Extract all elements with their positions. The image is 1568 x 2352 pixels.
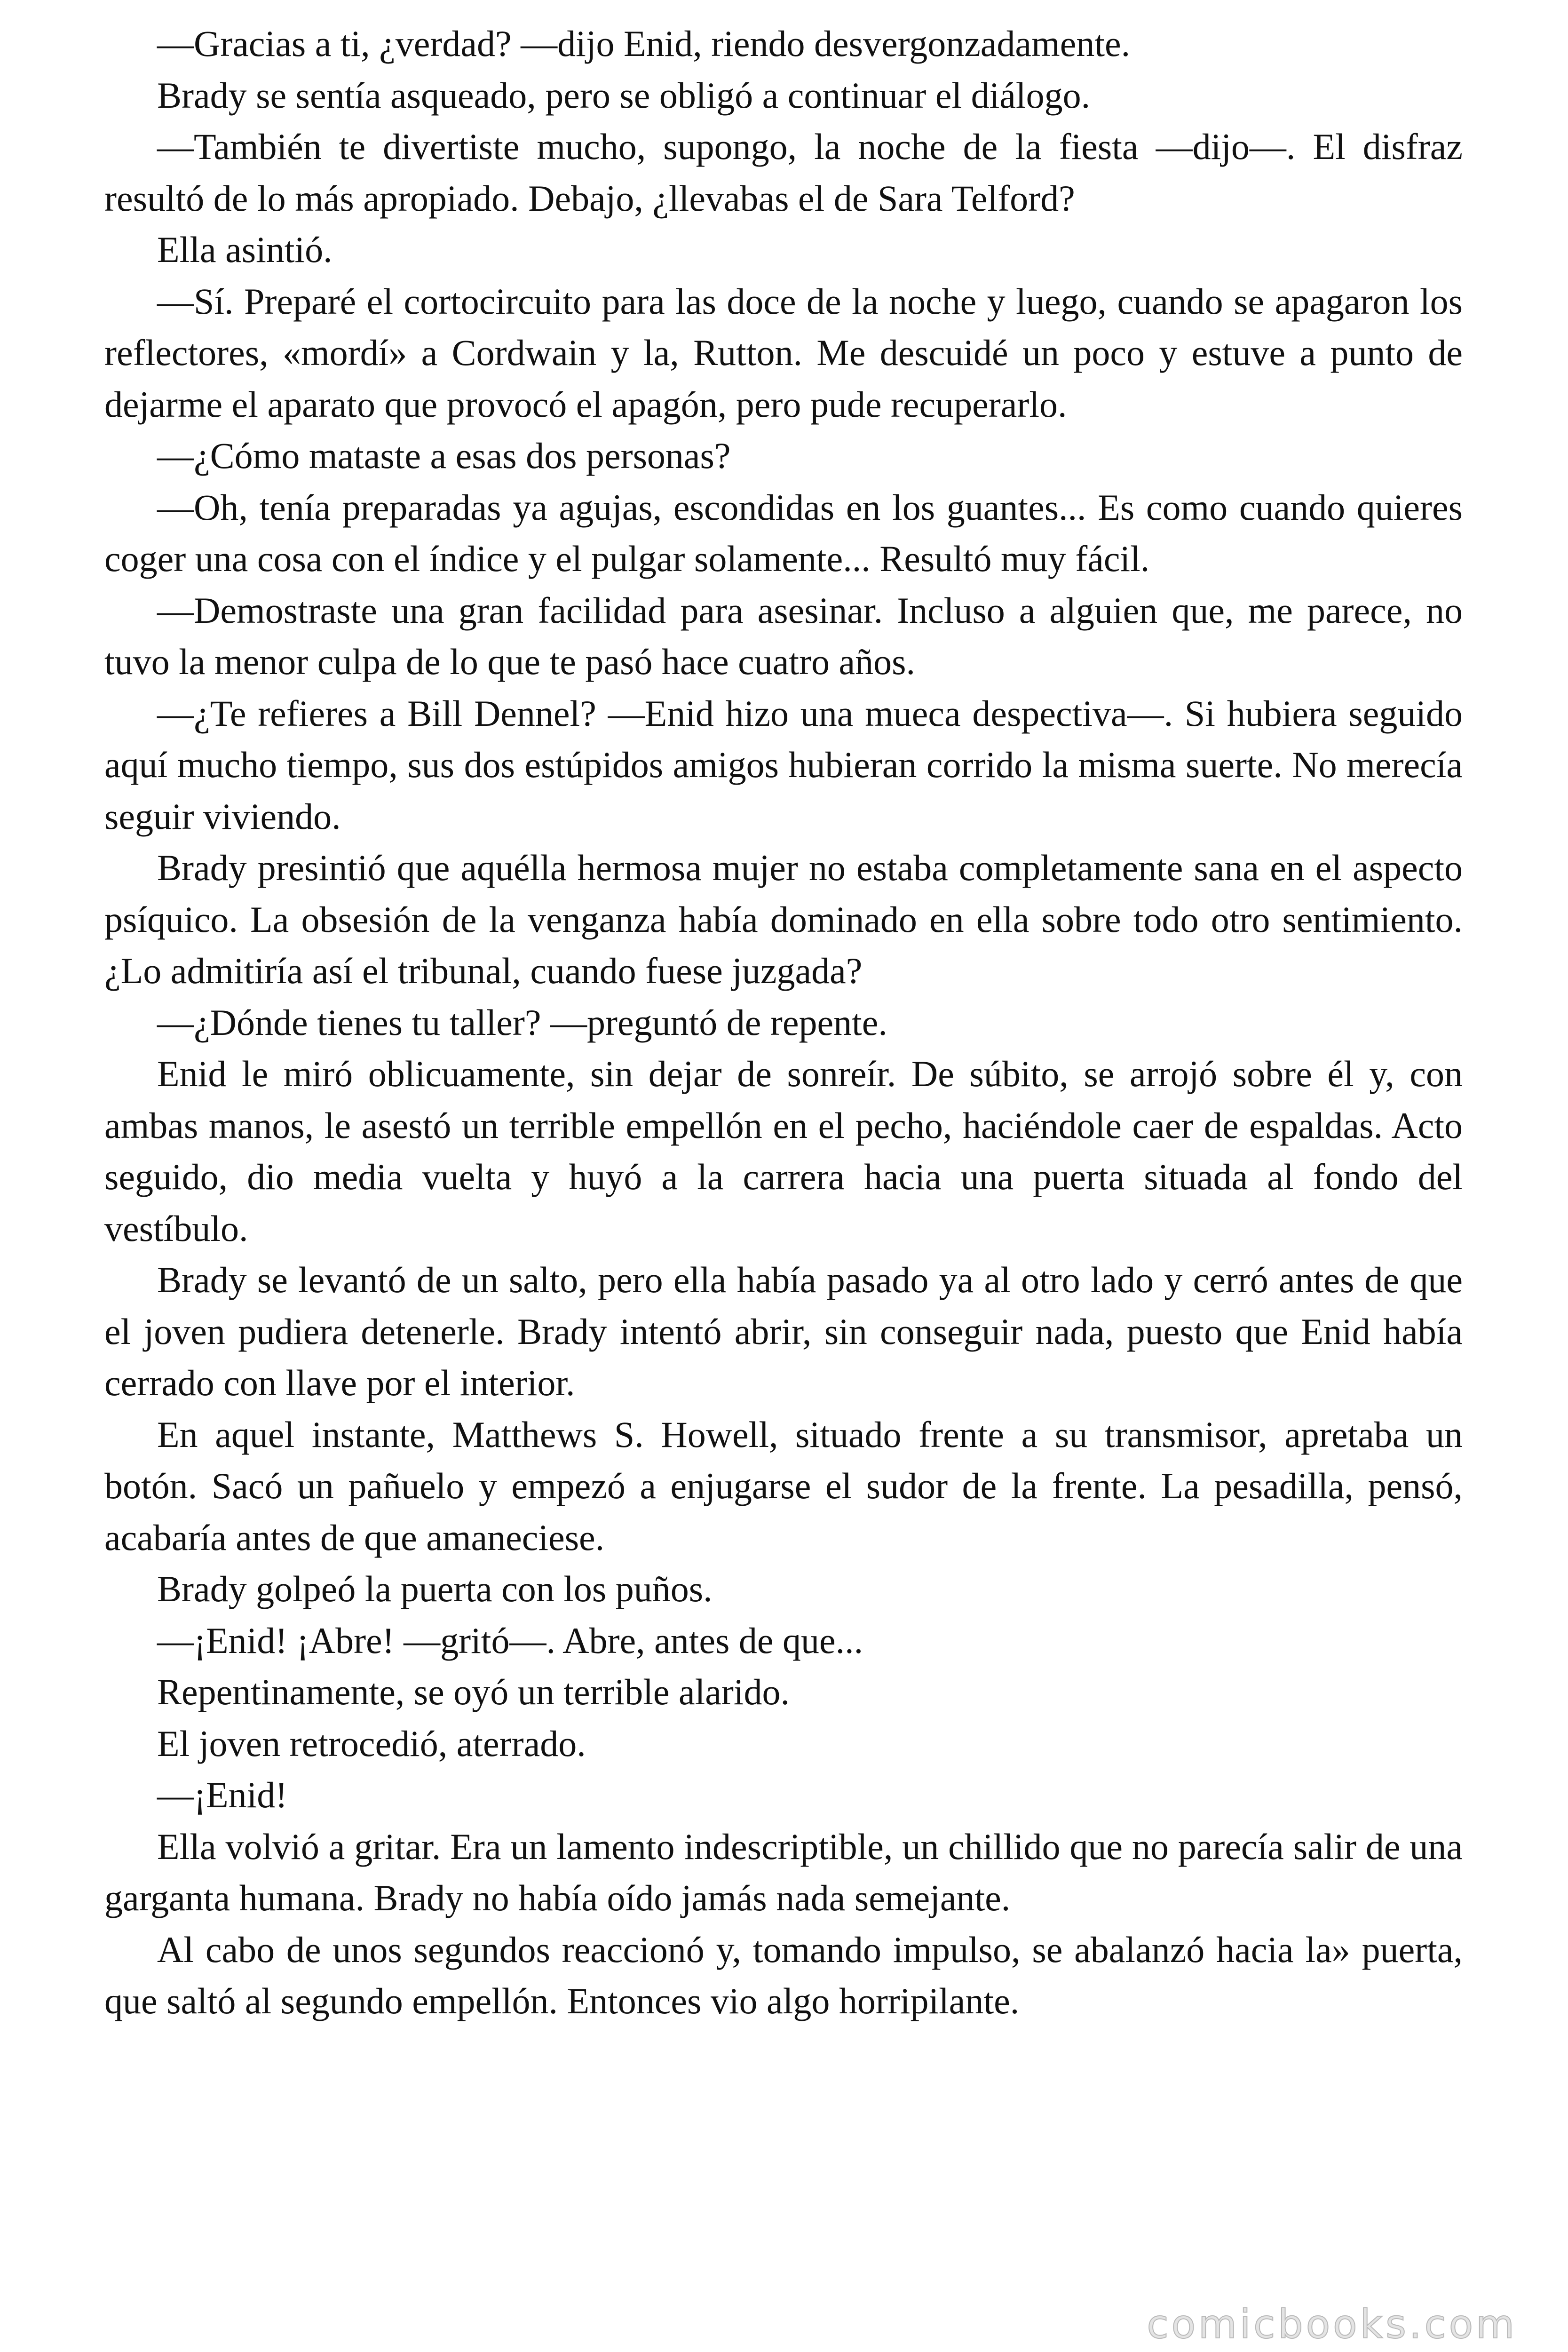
paragraph: Repentinamente, se oyó un terrible alarido. [157, 1671, 790, 1712]
paragraph: El joven retrocedió, aterrado. [157, 1723, 586, 1764]
paragraph: —Sí. Preparé el cortocircuito para las doce de la noche y luego, cuando se apagaron los reflectores, «mordí» a Cordwain y la, Rutton. Me descuidé un poco y estuve a punto de dejarme el aparato que provocó el apagón, pero pude recuperarlo. [104, 280, 1463, 425]
paragraph: —¡Enid! [157, 1774, 288, 1815]
paragraph: Al cabo de unos segundos reaccionó y, tomando impulso, se abalanzó hacia la» puerta, que saltó al segundo empellón. Entonces vio algo horripilante. [104, 1929, 1463, 2021]
paragraph: —¡Enid! ¡Abre! —gritó—. Abre, antes de que... [157, 1620, 863, 1661]
watermark: comicbooks.com [1147, 2301, 1517, 2347]
paragraph: Brady se levantó de un salto, pero ella había pasado ya al otro lado y cerró antes de que el joven pudiera detenerle. Brady intentó abrir, sin conseguir nada, puesto que Enid había cerrado con llave por el interior. [104, 1259, 1463, 1403]
paragraph: Brady se sentía asqueado, pero se obligó a continuar el diálogo. [157, 74, 1091, 116]
paragraph: —Gracias a ti, ¿verdad? —dijo Enid, riendo desvergonzadamente. [157, 23, 1131, 64]
paragraph: —Demostraste una gran facilidad para asesinar. Incluso a alguien que, me parece, no tuvo la menor culpa de lo que te pasó hace cuatro años. [104, 589, 1463, 682]
paragraph: Enid le miró oblicuamente, sin dejar de sonreír. De súbito, se arrojó sobre él y, con ambas manos, le asestó un terrible empellón en el pecho, haciéndole caer de espaldas. Acto seguido, dio media vuelta y huyó a la carrera hacia una puerta situada al fondo del vestíbulo. [104, 1053, 1463, 1249]
paragraph: Brady golpeó la puerta con los puños. [157, 1568, 713, 1609]
paragraph: —También te divertiste mucho, supongo, la noche de la fiesta —dijo—. El disfraz resultó de lo más apropiado. Debajo, ¿llevabas el de Sara Telford? [104, 126, 1463, 219]
page-text-body [104, 18, 1463, 2027]
paragraph: Ella volvió a gritar. Era un lamento indescriptible, un chillido que no parecía salir de una garganta humana. Brady no había oído jamás nada semejante. [104, 1826, 1463, 1918]
paragraph: —¿Te refieres a Bill Dennel? —Enid hizo una mueca despectiva—. Si hubiera seguido aquí mucho tiempo, sus dos estúpidos amigos hubieran corrido la misma suerte. No merecía seguir viviendo. [104, 692, 1463, 837]
paragraph: Ella asintió. [157, 229, 333, 270]
paragraph: —¿Dónde tienes tu taller? —preguntó de repente. [157, 1001, 887, 1043]
paragraph: En aquel instante, Matthews S. Howell, situado frente a su transmisor, apretaba un botón. Sacó un pañuelo y empezó a enjugarse el sudor de la frente. La pesadilla, pensó, acabaría antes de que amaneciese. [104, 1414, 1463, 1558]
paragraph: —¿Cómo mataste a esas dos personas? [157, 435, 731, 476]
paragraph: Brady presintió que aquélla hermosa mujer no estaba completamente sana en el aspecto psíquico. La obsesión de la venganza había dominado en ella sobre todo otro sentimiento. ¿Lo admitiría así el tribunal, cuando fuese juzgada? [104, 847, 1463, 991]
paragraph: —Oh, tenía preparadas ya agujas, escondidas en los guantes... Es como cuando quieres coger una cosa con el índice y el pulgar solamente... Resultó muy fácil. [104, 486, 1463, 579]
